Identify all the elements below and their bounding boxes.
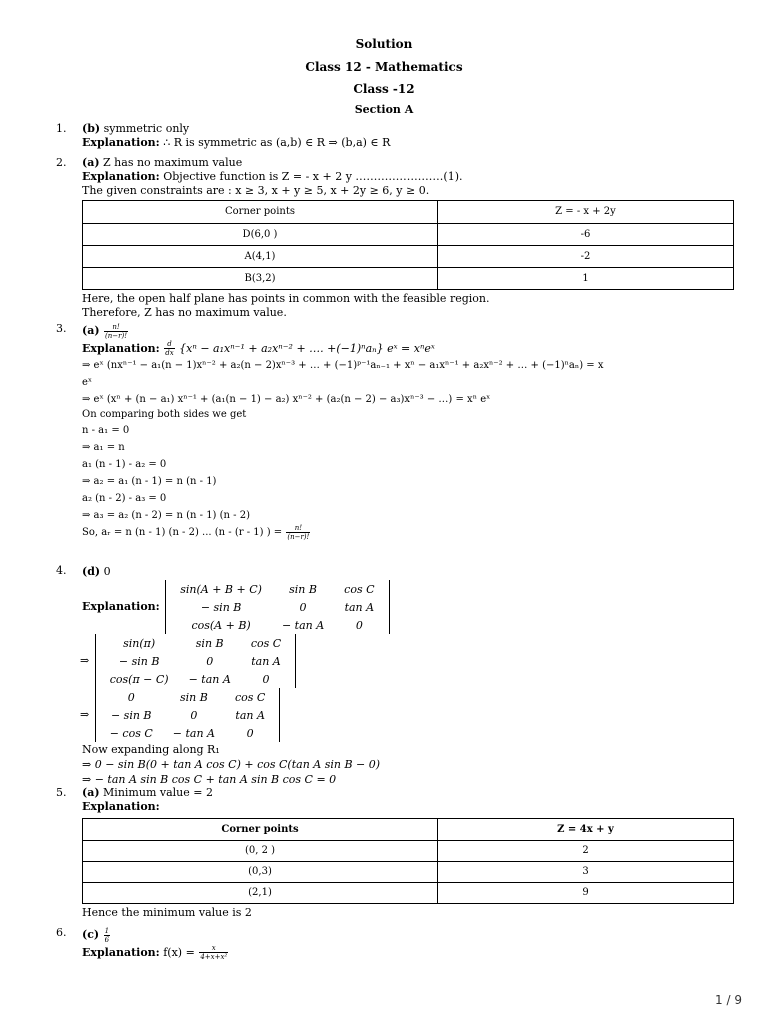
- question-number: 5.: [56, 786, 67, 799]
- table-cell: (2,1): [83, 883, 438, 904]
- answer-fraction: $\frac{n!}{(n-r)!}$: [105, 322, 128, 340]
- table-cell: (0, 2 ): [83, 841, 438, 862]
- derivation-line: ⇒ eˣ (nxⁿ⁻¹ − a₁(n − 1)xⁿ⁻² + a₂(n − 2)xⁿ⁻³ + … + (−1)ᵖ⁻¹aₙ₋₁ + xⁿ − a₁xⁿ⁻¹ + a₂xⁿ⁻² + … + (−1)ⁿaₙ) = x: [82, 360, 604, 371]
- answer-text: symmetric only: [103, 122, 190, 135]
- table-header: Z = 4x + y: [438, 819, 734, 841]
- doc-subject: Class 12 - Mathematics: [305, 60, 463, 74]
- explanation-text: ∴ R is symmetric as (a,b) ∈ R ⇒ (b,a) ∈ R: [163, 136, 391, 149]
- answer-label: (a): [82, 324, 100, 337]
- table-cell: A(4,1): [83, 246, 438, 268]
- constraints-text: The given constraints are : x ≥ 3, x + y ≥ 5, x + 2y ≥ 6, y ≥ 0.: [82, 184, 430, 197]
- table-header: Corner points: [83, 819, 438, 841]
- derivation-line: ⇒ eˣ (xⁿ + (n − a₁) xⁿ⁻¹ + (a₁(n − 1) − a₂) xⁿ⁻² + (a₂(n − 2) − a₃)xⁿ⁻³ − …) = xⁿ eˣ: [82, 394, 491, 405]
- doc-class: Class -12: [353, 82, 415, 96]
- derivation-line: ⇒ 0 − sin B(0 + tan A cos C) + cos C(tan A sin B − 0): [82, 758, 381, 771]
- determinant-1: sin(A + B + C) sin B cos C − sin B 0 tan A cos(A + B) − tan A 0: [165, 580, 389, 634]
- answer-label: (b): [82, 122, 101, 135]
- answer-label: (d): [82, 565, 101, 578]
- note-text: Hence the minimum value is 2: [82, 906, 252, 919]
- derivation-line: a₂ (n - 2) - a₃ = 0: [82, 493, 167, 504]
- table-cell: B(3,2): [83, 268, 438, 290]
- question-number: 4.: [56, 564, 67, 577]
- question-number: 2.: [56, 156, 67, 169]
- table-cell: (0,3): [83, 862, 438, 883]
- derivation-line: On comparing both sides we get: [82, 409, 247, 420]
- section-heading: Section A: [354, 103, 414, 116]
- table-cell: -2: [438, 246, 734, 268]
- explanation-label: Explanation:: [82, 170, 160, 183]
- table-cell: 9: [438, 883, 734, 904]
- table-cell: 3: [438, 862, 734, 883]
- doc-title: Solution: [355, 37, 413, 51]
- result-fraction: $\frac{n!}{(n-r)!}$: [287, 524, 310, 541]
- derivation-line: eˣ: [82, 377, 93, 388]
- explanation-label: Explanation:: [82, 600, 160, 613]
- answer-fraction: $\frac{1}{6}$: [104, 926, 110, 944]
- answer-label: (a): [82, 156, 100, 169]
- explanation-label: Explanation:: [82, 800, 160, 813]
- answer-label: (a): [82, 786, 100, 799]
- implies-arrow: ⇒: [80, 654, 90, 667]
- explanation-text: f(x) =: [163, 945, 195, 959]
- function-fraction: $\frac{x}{\text{4+x+x²}}$: [200, 944, 228, 961]
- table-cell: 1: [438, 268, 734, 290]
- derivation-line: a₁ (n - 1) - a₂ = 0: [82, 459, 167, 470]
- question-number: 1.: [56, 122, 67, 135]
- explanation-text: Objective function is Z = - x + 2 y ……………………(1).: [163, 170, 463, 183]
- derivation-line: ⇒ a₂ = a₁ (n - 1) = n (n - 1): [82, 476, 217, 487]
- answer-label: (c): [82, 928, 100, 941]
- implies-arrow: ⇒: [80, 708, 90, 721]
- table-header: Z = - x + 2y: [438, 201, 734, 224]
- answer-text: Z has no maximum value: [103, 156, 243, 169]
- table-cell: -6: [438, 224, 734, 246]
- answer-text: Minimum value = 2: [103, 786, 213, 799]
- corner-points-table: [82, 818, 734, 904]
- derivation-line: n - a₁ = 0: [82, 425, 130, 436]
- explanation-equation: {xⁿ − a₁xⁿ⁻¹ + a₂xⁿ⁻² + …. +(−1)ⁿaₙ} eˣ = xⁿeˣ: [179, 341, 435, 355]
- question-number: 3.: [56, 322, 67, 335]
- table-cell: D(6,0 ): [83, 224, 438, 246]
- page-number: 1 / 9: [715, 993, 742, 1007]
- answer-text: 0: [103, 565, 111, 578]
- explanation-label: Explanation:: [82, 136, 160, 149]
- derivation-line: Now expanding along R₁: [82, 743, 220, 756]
- table-cell: 2: [438, 841, 734, 862]
- derivation-line: So, aᵣ = n (n - 1) (n - 2) ... (n - (r - 1) ) =: [82, 527, 283, 538]
- table-header: Corner points: [83, 201, 438, 224]
- derivation-line: ⇒ a₁ = n: [82, 442, 125, 453]
- question-number: 6.: [56, 926, 67, 939]
- explanation-label: Explanation:: [82, 945, 160, 959]
- derivation-line: ⇒ − tan A sin B cos C + tan A sin B cos C = 0: [82, 773, 337, 786]
- explanation-label: Explanation:: [82, 341, 160, 355]
- derivative-operator: $\frac{d}{dx}$: [165, 340, 174, 357]
- determinant-2: sin(π) sin B cos C − sin B 0 tan A cos(π − C) − tan A 0: [95, 634, 296, 688]
- note-text: Here, the open half plane has points in common with the feasible region.: [82, 292, 490, 305]
- note-text: Therefore, Z has no maximum value.: [82, 306, 287, 319]
- determinant-3: 0 sin B cos C − sin B 0 tan A − cos C − tan A 0: [95, 688, 281, 742]
- derivation-line: ⇒ a₃ = a₂ (n - 2) = n (n - 1) (n - 2): [82, 510, 250, 521]
- corner-points-table: [82, 200, 734, 290]
